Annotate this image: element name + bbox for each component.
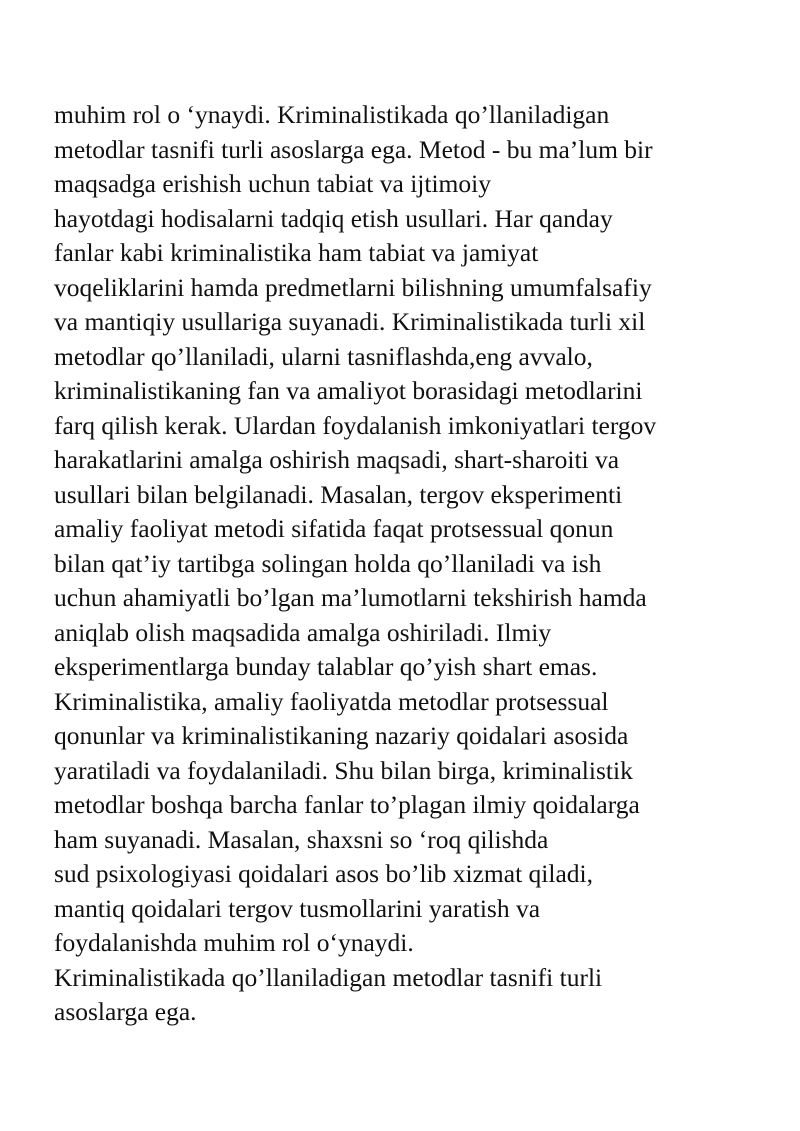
- text-line: fanlar kabi kriminalistika ham tabiat va jamiyat: [54, 238, 539, 267]
- text-line: metodlar boshqa barcha fanlar to’plagan ilmiy qoidalarga: [54, 790, 640, 819]
- text-line: maqsadga erishish uchun tabiat va ijtimoiy: [54, 169, 491, 198]
- text-line: ham suyanadi. Masalan, shaxsni so ‘roq qilishda: [54, 824, 549, 854]
- text-line: yaratiladi va foydalaniladi. Shu bilan birga, kriminalistik: [54, 755, 633, 785]
- text-line: usullari bilan belgilanadi. Masalan, tergov eksperimenti: [54, 479, 623, 509]
- text-line: va mantiqiy usullariga suyanadi. Kriminalistikada turli xil: [54, 307, 646, 336]
- text-line: metodlar tasnifi turli asoslarga ega. Metod - bu ma’lum bir: [54, 134, 653, 164]
- text-line: asoslarga ega.: [54, 997, 197, 1026]
- text-line: mantiq qoidalari tergov tusmollarini yaratish va: [54, 893, 541, 923]
- text-line: muhim rol o ‘ynaydi. Kriminalistikada qo’llaniladigan: [54, 100, 610, 129]
- document-body: [54, 98, 774, 1030]
- text-line: aniqlab olish maqsadida amalga oshiriladi. Ilmiy: [54, 617, 552, 647]
- text-line: farq qilish kerak. Ulardan foydalanish imkoniyatlari tergov: [54, 410, 657, 440]
- text-line: qonunlar va kriminalistikaning nazariy qoidalari asosida: [54, 721, 629, 750]
- text-line: amaliy faoliyat metodi sifatida faqat protsessual qonun: [54, 514, 614, 543]
- text-line: hayotdagi hodisalarni tadqiq etish usullari. Har qanday: [54, 203, 613, 233]
- text-line: Kriminalistikada qo’llaniladigan metodlar tasnifi turli: [54, 962, 603, 992]
- text-line: foydalanishda muhim rol o‘ynaydi.: [54, 928, 414, 957]
- text-line: kriminalistikaning fan va amaliyot borasidagi metodlarini: [54, 376, 643, 405]
- text-line: harakatlarini amalga oshirish maqsadi, shart-sharoiti va: [54, 445, 620, 474]
- text-line: sud psixologiyasi qoidalari asos bo’lib xizmat qiladi,: [54, 859, 593, 888]
- text-line: metodlar qo’llaniladi, ularni tasniflashda,eng avvalo,: [54, 341, 593, 371]
- text-line: voqeliklarini hamda predmetlarni bilishning umumfalsafiy: [54, 272, 652, 302]
- text-line: eksperimentlarga bunday talablar qo’yish shart emas.: [54, 652, 598, 681]
- text-line: bilan qat’iy tartibga solingan holda qo’llaniladi va ish: [54, 548, 602, 578]
- text-line: uchun ahamiyatli bo’lgan ma’lumotlarni tekshirish hamda: [54, 583, 647, 612]
- text-line: Kriminalistika, amaliy faoliyatda metodlar protsessual: [54, 686, 609, 716]
